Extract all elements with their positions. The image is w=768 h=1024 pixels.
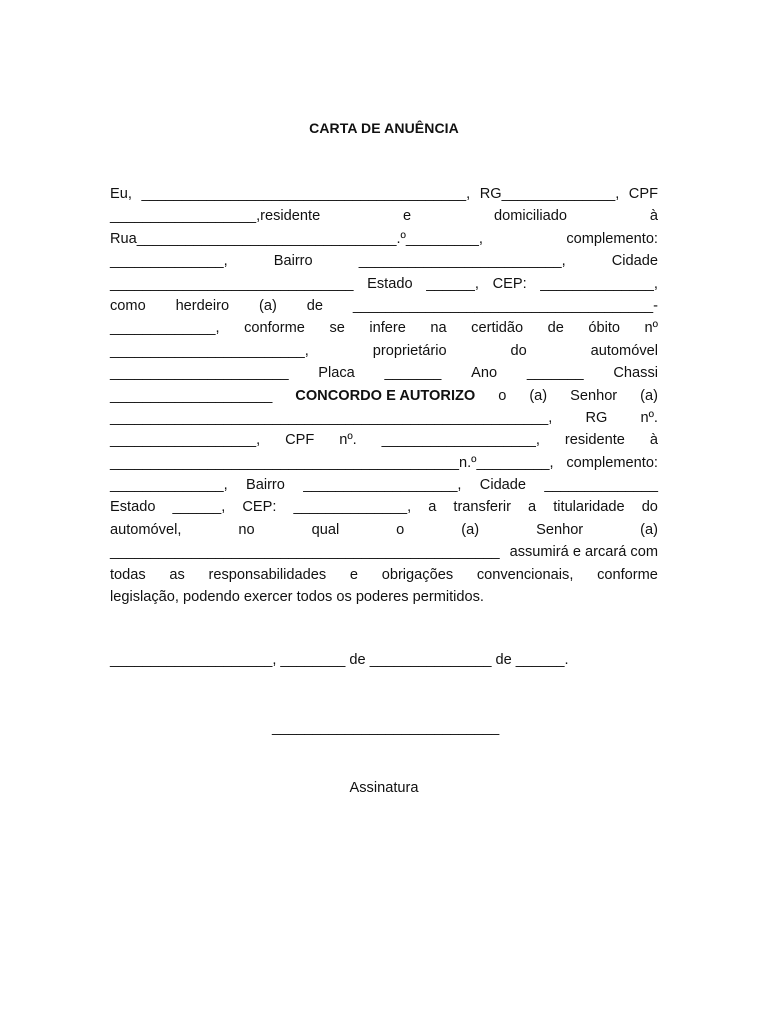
- body-word: (a): [640, 521, 658, 538]
- body-word: óbito: [588, 320, 621, 337]
- body-word: Ano: [471, 365, 498, 382]
- body-word: _____________,: [110, 320, 220, 337]
- body-word: ______________: [544, 477, 658, 494]
- body-word: nº: [644, 320, 658, 337]
- body-line: [110, 228, 658, 250]
- body-line: [110, 407, 658, 429]
- body-word: na: [430, 320, 447, 337]
- body-word: _______: [384, 365, 442, 382]
- body-word: residente: [564, 432, 625, 449]
- body-word: CEP:: [242, 499, 277, 516]
- body-word: infere: [369, 320, 406, 337]
- body-word: CPF: [285, 432, 315, 449]
- body-word: todas: [110, 566, 146, 583]
- body-line: [110, 474, 658, 496]
- body-word: titularidade: [553, 499, 625, 516]
- body-word: o: [396, 521, 405, 538]
- body-word: _________________________,: [358, 253, 566, 270]
- body-word: ______________,: [110, 253, 228, 270]
- body-line: [110, 295, 658, 317]
- body-line: [110, 519, 658, 541]
- body-word: transferir: [453, 499, 511, 516]
- body-line: [110, 586, 658, 608]
- body-word: como: [110, 297, 146, 314]
- body-word: do: [641, 499, 658, 516]
- body-word: Cidade: [479, 477, 527, 494]
- body-word: o: [498, 387, 507, 404]
- body-word: _____________________________________-: [352, 297, 658, 314]
- body-line: [110, 317, 658, 339]
- body-word: conforme: [597, 566, 658, 583]
- body-word: ______,: [426, 275, 479, 292]
- body-word: (a): [640, 387, 658, 404]
- body-word: automóvel,: [110, 521, 182, 538]
- body-line: [110, 452, 658, 474]
- body-word: à: [649, 208, 658, 225]
- body-word: ________________________________________________: [110, 544, 500, 561]
- body-word: ___________________________________________n.º_________,: [110, 454, 554, 471]
- body-word: ____________________: [110, 387, 273, 404]
- body-line: [110, 273, 658, 295]
- body-word: herdeiro: [175, 297, 230, 314]
- body-word: complemento:: [566, 454, 658, 471]
- body-word: Chassi: [613, 365, 658, 382]
- body-word: ______________,: [110, 477, 228, 494]
- body-word: Estado: [110, 499, 156, 516]
- body-word: ________________________________________,: [141, 186, 471, 202]
- body-word: responsabilidades: [208, 566, 327, 583]
- body-word: nº.: [640, 409, 658, 426]
- body-word: domiciliado: [494, 208, 568, 225]
- body-line: [110, 385, 658, 407]
- body-word: __________________,residente: [110, 208, 321, 225]
- body-line: [110, 205, 658, 227]
- document-body: [110, 183, 658, 608]
- body-word: Bairro: [273, 253, 313, 270]
- body-word: de: [306, 297, 323, 314]
- body-line: [110, 496, 658, 518]
- body-word: Senhor: [536, 521, 584, 538]
- body-word: do: [510, 342, 527, 359]
- document-title: CARTA DE ANUÊNCIA: [309, 120, 459, 136]
- body-word: CEP:: [492, 275, 527, 292]
- body-word: à: [649, 432, 658, 449]
- body-line: [110, 429, 658, 451]
- body-word: CPF: [628, 186, 658, 202]
- body-line: [110, 362, 658, 384]
- body-word: no: [238, 521, 255, 538]
- body-line: [110, 564, 658, 586]
- body-word: obrigações: [381, 566, 454, 583]
- body-word: certidão: [471, 320, 524, 337]
- body-word: automóvel: [590, 342, 658, 359]
- body-word: Rua________________________________.º_________,: [110, 230, 483, 247]
- body-word: de: [547, 320, 564, 337]
- body-word: Senhor: [570, 387, 618, 404]
- bold-phrase: CONCORDO E AUTORIZO: [295, 387, 476, 404]
- body-line: [110, 541, 658, 563]
- body-word: se: [329, 320, 345, 337]
- body-word: ______________________________: [110, 275, 354, 292]
- body-line: [110, 183, 658, 205]
- body-word: as: [169, 566, 185, 583]
- body-word: Cidade: [611, 253, 658, 270]
- body-word: RG: [585, 409, 608, 426]
- body-word: e: [349, 566, 359, 583]
- body-word: qual: [311, 521, 340, 538]
- body-word: ______________________: [110, 365, 289, 382]
- body-word: ______________________________________________________,: [110, 409, 553, 426]
- body-word: RG______________,: [479, 186, 620, 202]
- body-word: assumirá e arcará com: [509, 544, 658, 561]
- body-word: _______: [526, 365, 584, 382]
- body-word: ___________________,: [303, 477, 462, 494]
- body-word: complemento:: [566, 230, 658, 247]
- body-word: a: [528, 499, 537, 516]
- body-word: ___________________,: [381, 432, 540, 449]
- signature-label: Assinatura: [349, 780, 419, 796]
- body-word: (a): [461, 521, 480, 538]
- body-word: Estado: [367, 275, 413, 292]
- body-word: ______________,: [540, 275, 658, 292]
- body-word: (a): [529, 387, 548, 404]
- body-line: [110, 250, 658, 272]
- body-word: Placa: [318, 365, 355, 382]
- body-word: a: [428, 499, 437, 516]
- body-word: ________________________,: [110, 342, 309, 359]
- body-word: ______,: [172, 499, 226, 516]
- body-word: ______________,: [293, 499, 412, 516]
- signature-line: ____________________________: [272, 720, 500, 736]
- body-line: [110, 340, 658, 362]
- body-word: proprietário: [372, 342, 447, 359]
- body-word: Bairro: [245, 477, 285, 494]
- body-word: nº.: [339, 432, 357, 449]
- body-word: (a): [258, 297, 277, 314]
- body-word: conforme: [244, 320, 305, 337]
- date-line: ____________________, ________ de _______________ de ______.: [110, 652, 569, 668]
- body-word: legislação, podendo exercer todos os poderes permitidos.: [110, 589, 484, 606]
- body-word: e: [403, 208, 412, 225]
- body-word: convencionais,: [476, 566, 574, 583]
- body-word: __________________,: [110, 432, 261, 449]
- body-word: Eu,: [110, 186, 132, 202]
